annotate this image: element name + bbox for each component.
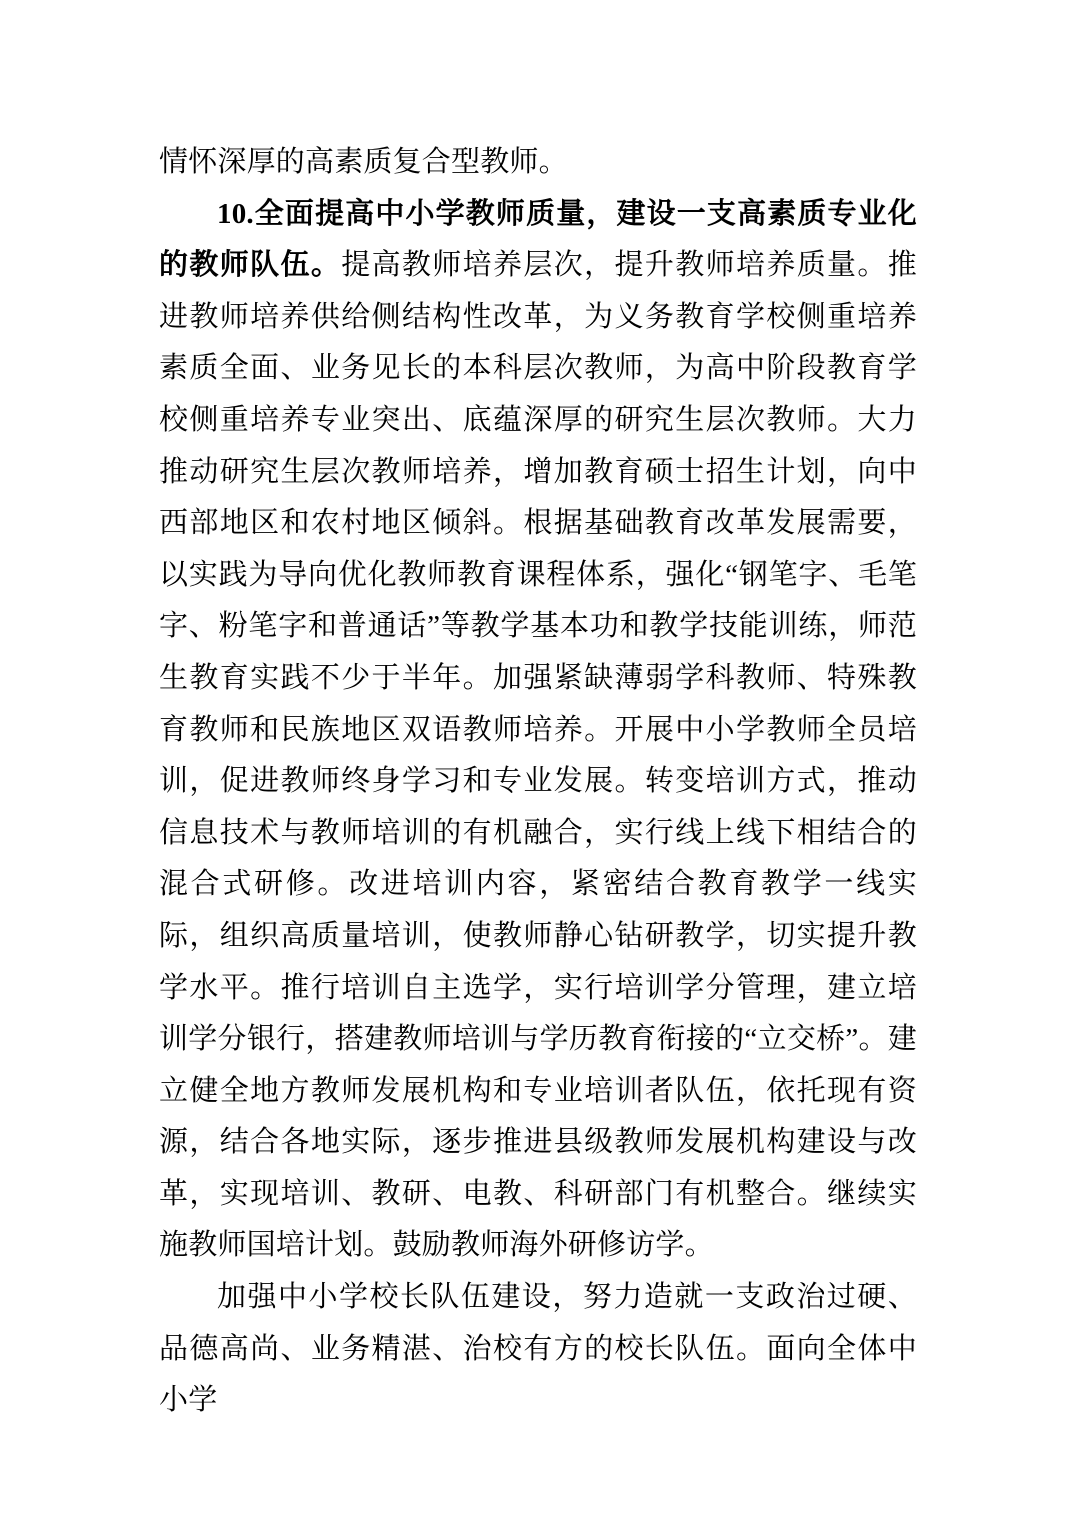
section-10-bold-heading: 10.全面提高中小学教师质量，建设一支高素质专业化的教师队伍。	[159, 197, 917, 282]
paragraph-continuation: 情怀深厚的高素质复合型教师。	[159, 146, 568, 178]
paragraph-section-10	[159, 189, 917, 1272]
section-10-body-text: 提高教师培养层次，提升教师培养质量。推进教师培养供给侧结构性改革，为义务教育学校侧重培养素质全面、业务见长的本科层次教师，为高中阶段教育学校侧重培养专业突出、底蕴深厚的研究生层次教师。大力推动研究生层次教师培养，增加教育硕士招生计划，向中西部地区和农村地区倾斜。根据基础教育改革发展需要，以实践为导向优化教师教育课程体系，强化“钢笔字、毛笔字、粉笔字和普通话”等教学基本功和教学技能训练，师范生教育实践不少于半年。加强紧缺薄弱学科教师、特殊教育教师和民族地区双语教师培养。开展中小学教师全员培训，促进教师终身学习和专业发展。转变培训方式，推动信息技术与教师培训的有机融合，实行线上线下相结合的混合式研修。改进培训内容，紧密结合教育教学一线实际，组织高质量培训，使教师静心钻研教学，切实提升教学水平。推行培训自主选学，实行培训学分管理，建立培训学分银行，搭建教师培训与学历教育衔接的“立交桥”。建立健全地方教师发展机构和专业培训者队伍，依托现有资源，结合各地实际，逐步推进县级教师发展机构建设与改革，实现培训、教研、电教、科研部门有机整合。继续实施教师国培计划。鼓励教师海外研修访学。	[159, 249, 917, 1262]
paragraph-principal-team: 加强中小学校长队伍建设，努力造就一支政治过硬、品德高尚、业务精湛、治校有方的校长队伍。面向全体中小学	[159, 1281, 917, 1417]
